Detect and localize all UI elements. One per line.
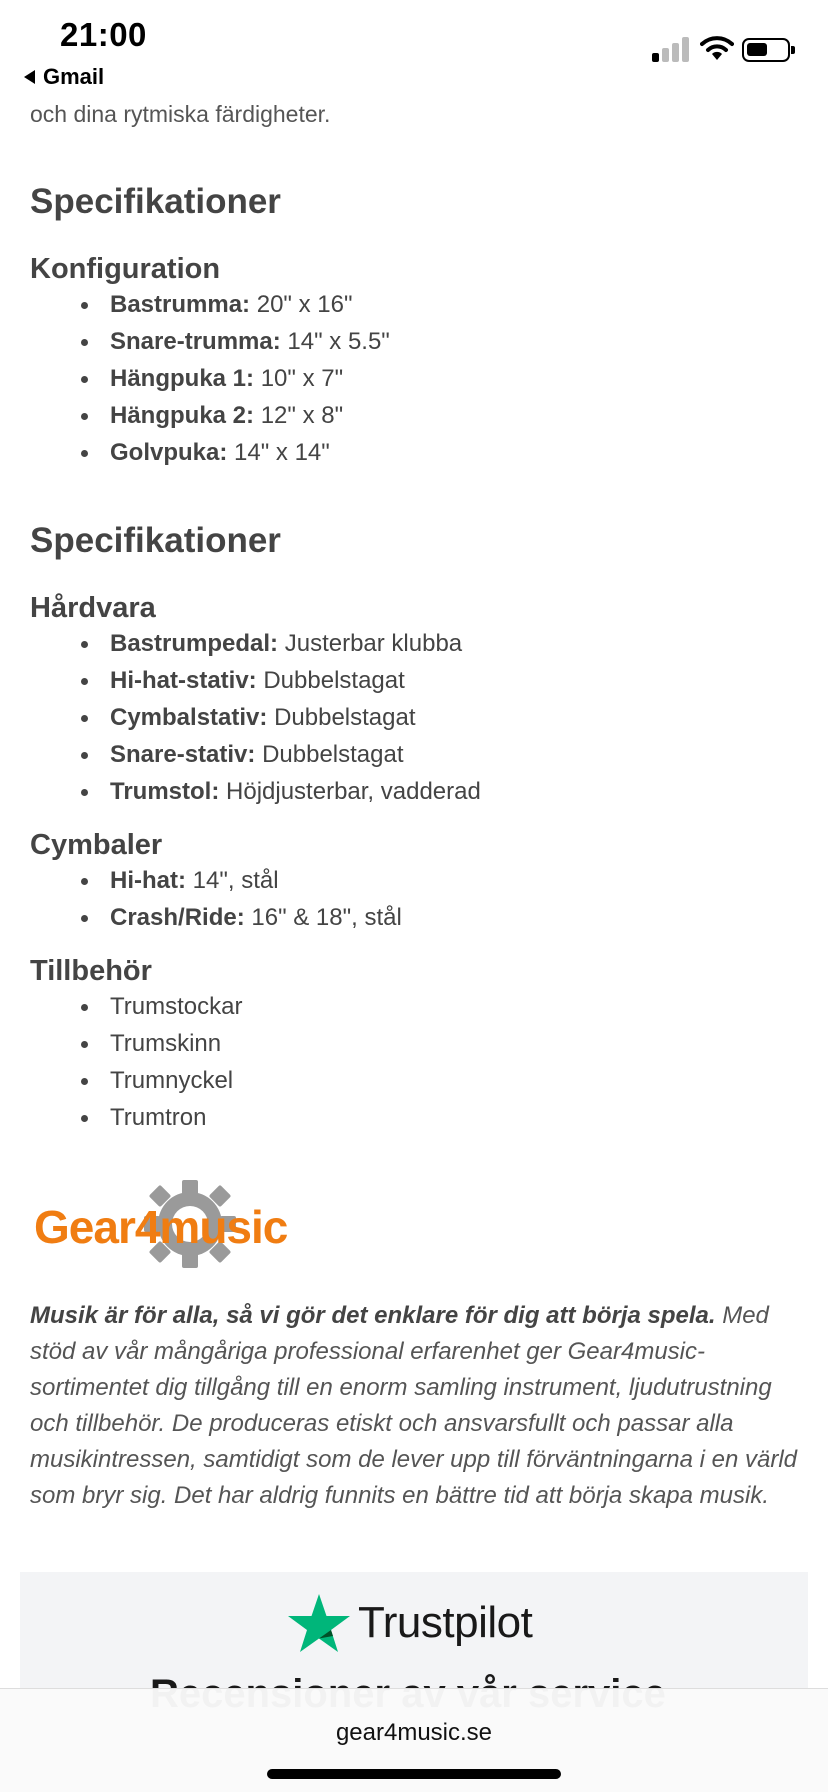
- list-item: Trumskinn: [30, 1025, 810, 1062]
- intro-text: och dina rytmiska färdigheter.: [30, 101, 331, 127]
- page-content: [30, 96, 810, 1514]
- list-item: Snare-trumma: 14" x 5.5": [30, 323, 810, 360]
- status-time: 21:00: [60, 16, 147, 53]
- spec-list-cymbaler: [30, 862, 810, 936]
- trustpilot-name: Trustpilot: [358, 1598, 533, 1647]
- url-text[interactable]: gear4music.se: [335, 1719, 493, 1746]
- list-item: Hi-hat-stativ: Dubbelstagat: [30, 662, 810, 699]
- about-tagline: Musik är för alla, så vi gör det enklare för dig att börja spela.: [30, 1302, 716, 1329]
- group-title-konfiguration: Konfiguration: [30, 253, 221, 285]
- list-item: Bastrumpedal: Justerbar klubba: [30, 625, 810, 662]
- trustpilot-logo: [288, 1594, 532, 1652]
- home-indicator[interactable]: [267, 1769, 561, 1779]
- cellular-signal-icon: [652, 36, 690, 62]
- list-item: Golvpuka: 14" x 14": [30, 434, 810, 471]
- list-item: Hängpuka 1: 10" x 7": [30, 360, 810, 397]
- spec-list-konfiguration: [30, 286, 810, 471]
- wifi-icon: [700, 34, 734, 62]
- list-item: Trumstockar: [30, 988, 810, 1025]
- list-item: Hängpuka 2: 12" x 8": [30, 397, 810, 434]
- list-item: Trumstol: Höjdjusterbar, vadderad: [30, 773, 810, 810]
- about-text: Med stöd av vår mångåriga professional erfarenhet ger Gear4music-sortimentet dig tillgång till en enorm samling instrument, ljudutrustning och tillbehör. De produceras etiskt och ansvarsfullt och passar alla musikintressen, samtidigt som de lever upp till förväntningarna i en värld som bryr sig. Det har aldrig funnits en bättre tid att börja skapa musik.: [30, 1302, 798, 1509]
- group-title-tillbehor: Tillbehör: [30, 955, 152, 987]
- group-title-cymbaler: Cymbaler: [30, 829, 163, 861]
- list-item: Crash/Ride: 16" & 18", stål: [30, 899, 810, 936]
- list-item: Trumtron: [30, 1099, 810, 1136]
- back-arrow-icon: [24, 70, 35, 84]
- spec-list-tillbehor: [30, 988, 810, 1136]
- trustpilot-star-icon: [288, 1594, 350, 1652]
- spec-heading-2: Specifikationer: [30, 521, 281, 560]
- list-item: Hi-hat: 14", stål: [30, 862, 810, 899]
- group-title-hardvara: Hårdvara: [30, 592, 156, 624]
- spec-list-hardvara: [30, 625, 810, 810]
- list-item: Trumnyckel: [30, 1062, 810, 1099]
- spec-heading-1: Specifikationer: [30, 182, 281, 221]
- list-item: Snare-stativ: Dubbelstagat: [30, 736, 810, 773]
- about-paragraph: [30, 1298, 810, 1514]
- status-bar: [0, 0, 828, 96]
- gear4music-logo: [30, 1178, 810, 1268]
- back-label: Gmail: [43, 64, 105, 89]
- logo-text: Gear4music: [34, 1201, 288, 1253]
- battery-icon: [742, 38, 790, 62]
- back-to-gmail-button[interactable]: [24, 64, 104, 90]
- list-item: Cymbalstativ: Dubbelstagat: [30, 699, 810, 736]
- list-item: Bastrumma: 20" x 16": [30, 286, 810, 323]
- browser-address-bar[interactable]: [0, 1688, 828, 1792]
